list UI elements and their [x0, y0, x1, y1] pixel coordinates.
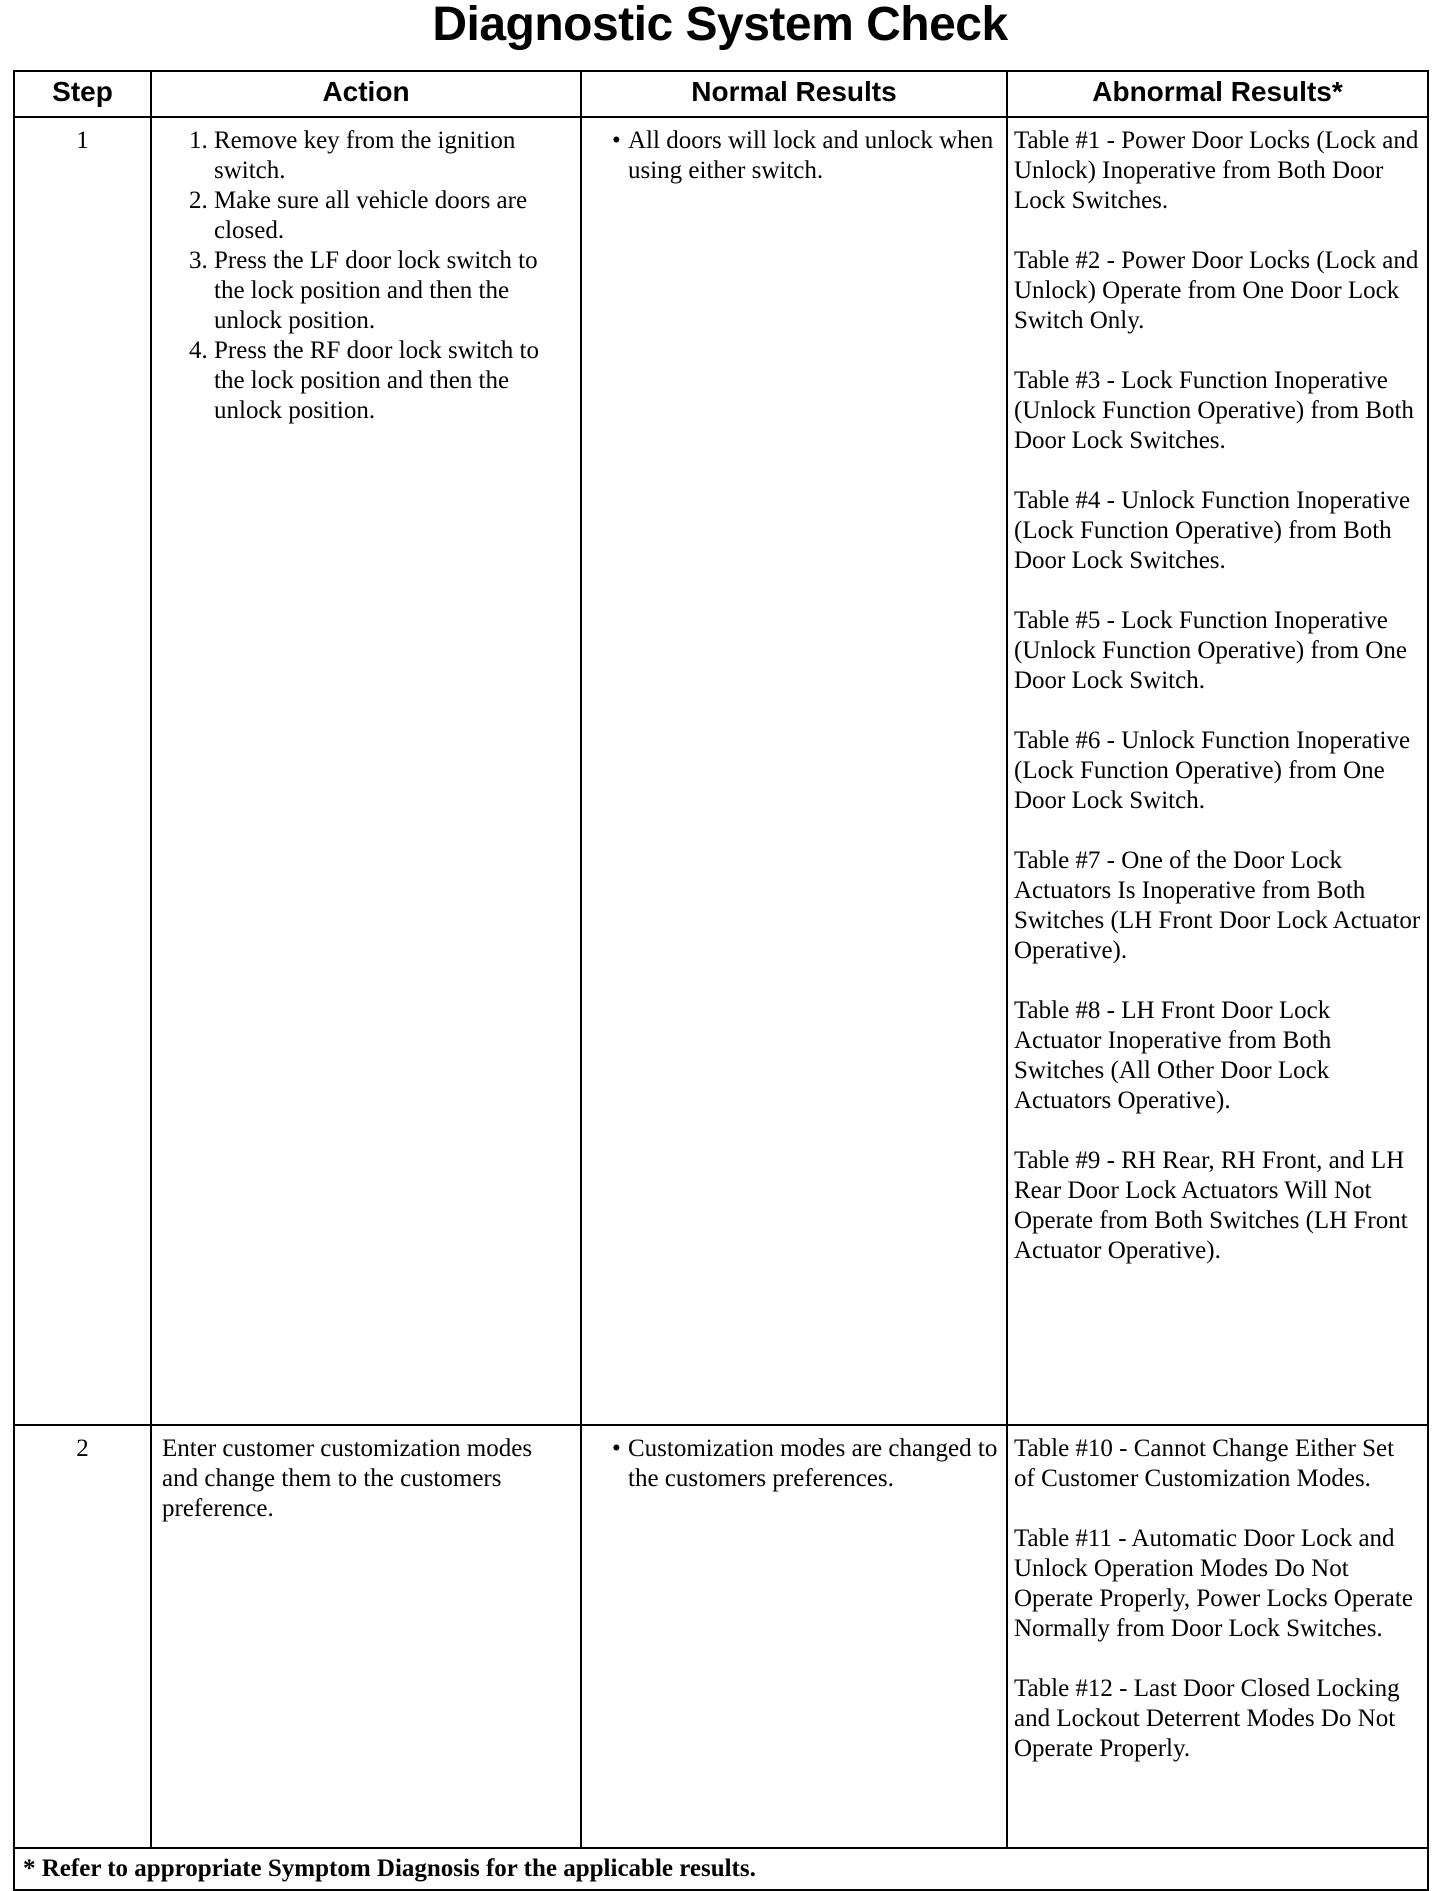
abnormal-result-item: Table #2 - Power Door Locks (Lock and Unlock) Operate from One Door Lock Switch Only.	[1014, 247, 1419, 334]
diagnostic-table	[13, 70, 1429, 1891]
abnormal-result-item: Table #7 - One of the Door Lock Actuators Is Inoperative from Both Switches (LH Front Door Lock Actuator Operative).	[1014, 847, 1421, 964]
abnormal-result-item: Table #5 - Lock Function Inoperative (Unlock Function Operative) from One Door Lock Switch.	[1014, 607, 1407, 694]
abnormal-results-cell	[1007, 1425, 1428, 1848]
action-cell	[151, 117, 581, 1425]
abnormal-result-item: Table #6 - Unlock Function Inoperative (Lock Function Operative) from One Door Lock Switch.	[1014, 727, 1411, 814]
action-step: 2. Make sure all vehicle doors are closed.	[214, 186, 568, 246]
header-action: Action	[151, 71, 581, 117]
normal-result-text: Customization modes are changed to the customers preferences.	[628, 1435, 998, 1492]
action-step: 4. Press the RF door lock switch to the lock position and then the unlock position.	[214, 336, 568, 426]
normal-result-item	[612, 126, 998, 186]
step-number: 1	[14, 117, 151, 1425]
abnormal-result-item: Table #1 - Power Door Locks (Lock and Unlock) Inoperative from Both Door Lock Switches.	[1014, 127, 1419, 214]
action-cell: Enter customer customization modes and change them to the customers preference.	[151, 1425, 581, 1848]
table-header-row	[14, 71, 1428, 117]
abnormal-results-cell	[1007, 117, 1428, 1425]
normal-result-text: All doors will lock and unlock when using either switch.	[628, 127, 994, 184]
table-row	[14, 1425, 1428, 1848]
normal-results-list	[602, 126, 998, 186]
abnormal-result-item: Table #3 - Lock Function Inoperative (Unlock Function Operative) from Both Door Lock Switches.	[1014, 367, 1414, 454]
header-abnormal-results: Abnormal Results*	[1007, 71, 1428, 117]
footnote: * Refer to appropriate Symptom Diagnosis for the applicable results.	[14, 1848, 1428, 1890]
normal-results-list	[602, 1434, 998, 1494]
action-step: 3. Press the LF door lock switch to the lock position and then the unlock position.	[214, 246, 568, 336]
abnormal-result-item: Table #12 - Last Door Closed Locking and Lockout Deterrent Modes Do Not Operate Properly.	[1014, 1675, 1400, 1762]
header-step: Step	[14, 71, 151, 117]
normal-result-item	[612, 1434, 998, 1494]
bullet-icon: •	[612, 127, 621, 154]
action-step: 1. Remove key from the ignition switch.	[214, 126, 568, 186]
bullet-icon: •	[612, 1435, 621, 1462]
abnormal-result-item: Table #9 - RH Rear, RH Front, and LH Rear Door Lock Actuators Will Not Operate from Both Switches (LH Front Actuator Operative).	[1014, 1147, 1408, 1264]
abnormal-result-item: Table #4 - Unlock Function Inoperative (Lock Function Operative) from Both Door Lock Switches.	[1014, 487, 1411, 574]
abnormal-result-item: Table #10 - Cannot Change Either Set of Customer Customization Modes.	[1014, 1435, 1395, 1492]
action-steps-list	[162, 126, 568, 426]
footnote-row	[14, 1848, 1428, 1890]
page-title: Diagnostic System Check	[432, 0, 1008, 51]
abnormal-result-item: Table #8 - LH Front Door Lock Actuator Inoperative from Both Switches (All Other Door Lock Actuators Operative).	[1014, 997, 1332, 1114]
table-row	[14, 117, 1428, 1425]
header-normal-results: Normal Results	[581, 71, 1007, 117]
normal-results-cell	[581, 117, 1007, 1425]
normal-results-cell	[581, 1425, 1007, 1848]
abnormal-result-item: Table #11 - Automatic Door Lock and Unlock Operation Modes Do Not Operate Properly, Power Locks Operate Normally from Door Lock Switches.	[1014, 1525, 1413, 1642]
step-number: 2	[14, 1425, 151, 1848]
